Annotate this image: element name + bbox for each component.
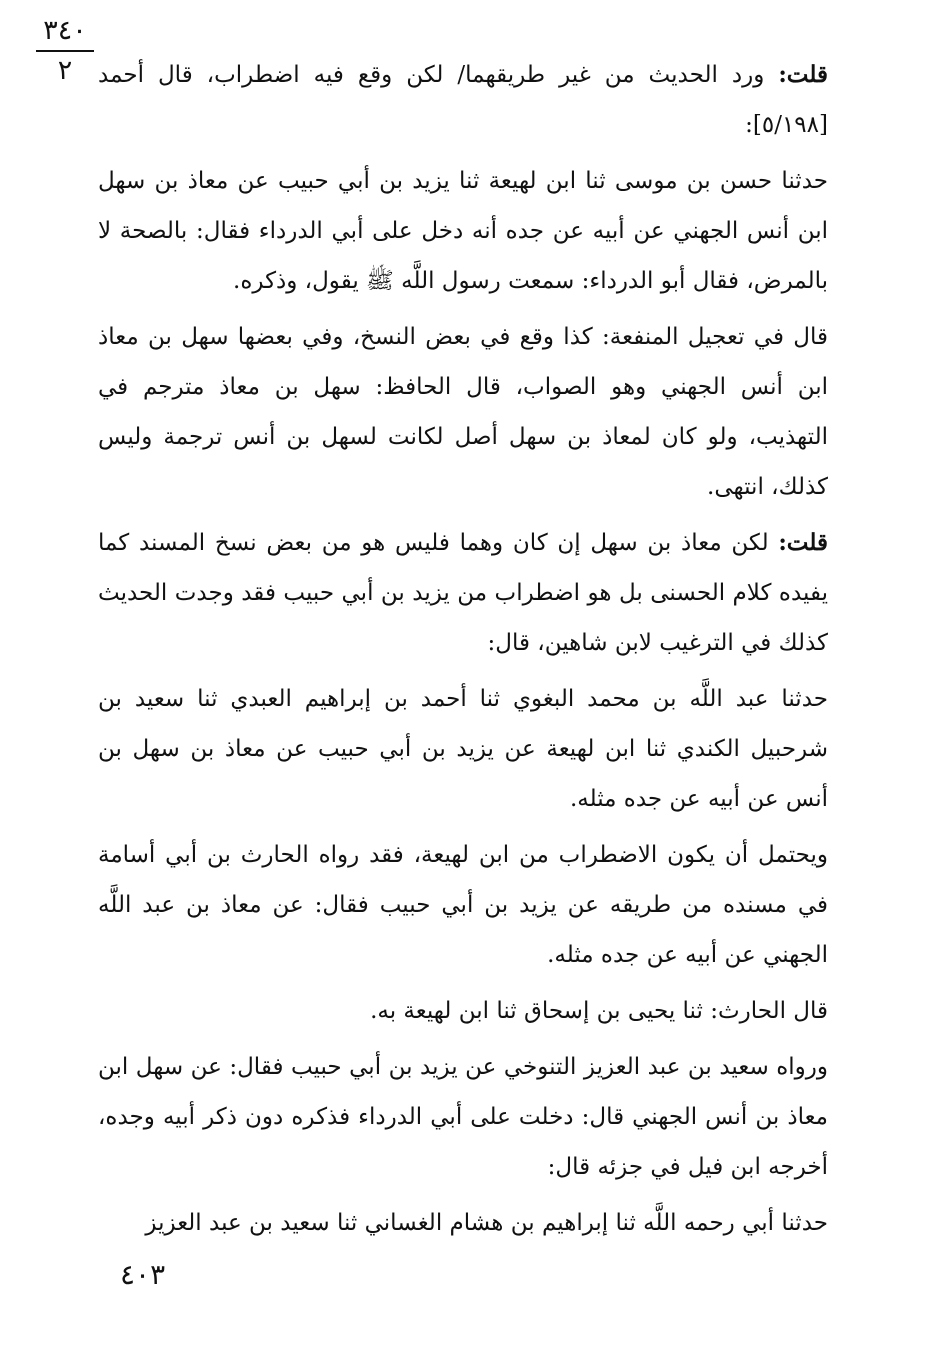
paragraph-text: قال في تعجيل المنفعة: كذا وقع في بعض النسخ، وفي بعضها سهل بن معاذ ابن أنس الجهني وهو الصواب، قال الحافظ: سهل بن معاذ مترجم في التهذيب، ولو كان لمعاذ بن سهل أصل لكانت لسهل بن أنس ترجمة وليس كذلك، انتهى. bbox=[98, 324, 828, 500]
paragraph-6 bbox=[98, 830, 828, 980]
paragraph-text: حدثنا عبد اللَّه بن محمد البغوي ثنا أحمد بن إبراهيم العبدي ثنا سعيد بن شرحبيل الكندي ثنا ابن لهيعة عن يزيد بن أبي حبيب عن معاذ بن سهل بن أنس عن أبيه عن جده مثله. bbox=[98, 686, 828, 812]
paragraph-text: قال الحارث: ثنا يحيى بن إسحاق ثنا ابن لهيعة به. bbox=[370, 998, 828, 1024]
margin-reference bbox=[30, 14, 100, 88]
page-number: ٤٠٣ bbox=[120, 1258, 166, 1291]
paragraph-text: ويحتمل أن يكون الاضطراب من ابن لهيعة، فقد رواه الحارث بن أبي أسامة في مسنده من طريقه عن يزيد بن أبي حبيب فقال: عن معاذ بن عبد اللَّه الجهني عن أبيه عن جده مثله. bbox=[98, 842, 828, 968]
margin-reference-volume: ٣٤٠ bbox=[43, 15, 87, 46]
paragraph-3 bbox=[98, 312, 828, 512]
main-text bbox=[98, 50, 828, 1248]
paragraph-text: حدثنا أبي رحمه اللَّه ثنا إبراهيم بن هشام الغساني ثنا سعيد بن عبد العزيز bbox=[145, 1210, 828, 1236]
paragraph-7 bbox=[98, 986, 828, 1036]
paragraph-1 bbox=[98, 50, 828, 150]
paragraph-text: حدثنا حسن بن موسى ثنا ابن لهيعة ثنا يزيد بن أبي حبيب عن معاذ بن سهل ابن أنس الجهني عن أبيه عن جده أنه دخل على أبي الدرداء فقال: بالصحة لا بالمرض، فقال أبو الدرداء: سمعت رسول اللَّه ﷺ يقول، وذكره. bbox=[98, 168, 828, 294]
paragraph-lead: قلت: bbox=[778, 529, 828, 556]
paragraph-4 bbox=[98, 518, 828, 668]
paragraph-5 bbox=[98, 674, 828, 824]
paragraph-lead: قلت: bbox=[778, 61, 828, 88]
margin-reference-rule bbox=[36, 50, 94, 52]
paragraph-text: لكن معاذ بن سهل إن كان وهما فليس هو من بعض نسخ المسند كما يفيده كلام الحسنى بل هو اضطراب من يزيد بن أبي حبيب فقد وجدت الحديث كذلك في الترغيب لابن شاهين، قال: bbox=[98, 530, 828, 656]
paragraph-9 bbox=[98, 1198, 828, 1248]
paragraph-text: ورد الحديث من غير طريقهما/ لكن وقع فيه اضطراب، قال أحمد [٥/١٩٨]: bbox=[98, 62, 828, 138]
paragraph-text: ورواه سعيد بن عبد العزيز التنوخي عن يزيد بن أبي حبيب فقال: عن سهل ابن معاذ بن أنس الجهني قال: دخلت على أبي الدرداء فذكره دون ذكر أبيه وجده، أخرجه ابن فيل في جزئه قال: bbox=[98, 1054, 828, 1180]
margin-reference-part: ٢ bbox=[57, 55, 73, 86]
paragraph-2 bbox=[98, 156, 828, 306]
paragraph-8 bbox=[98, 1042, 828, 1192]
